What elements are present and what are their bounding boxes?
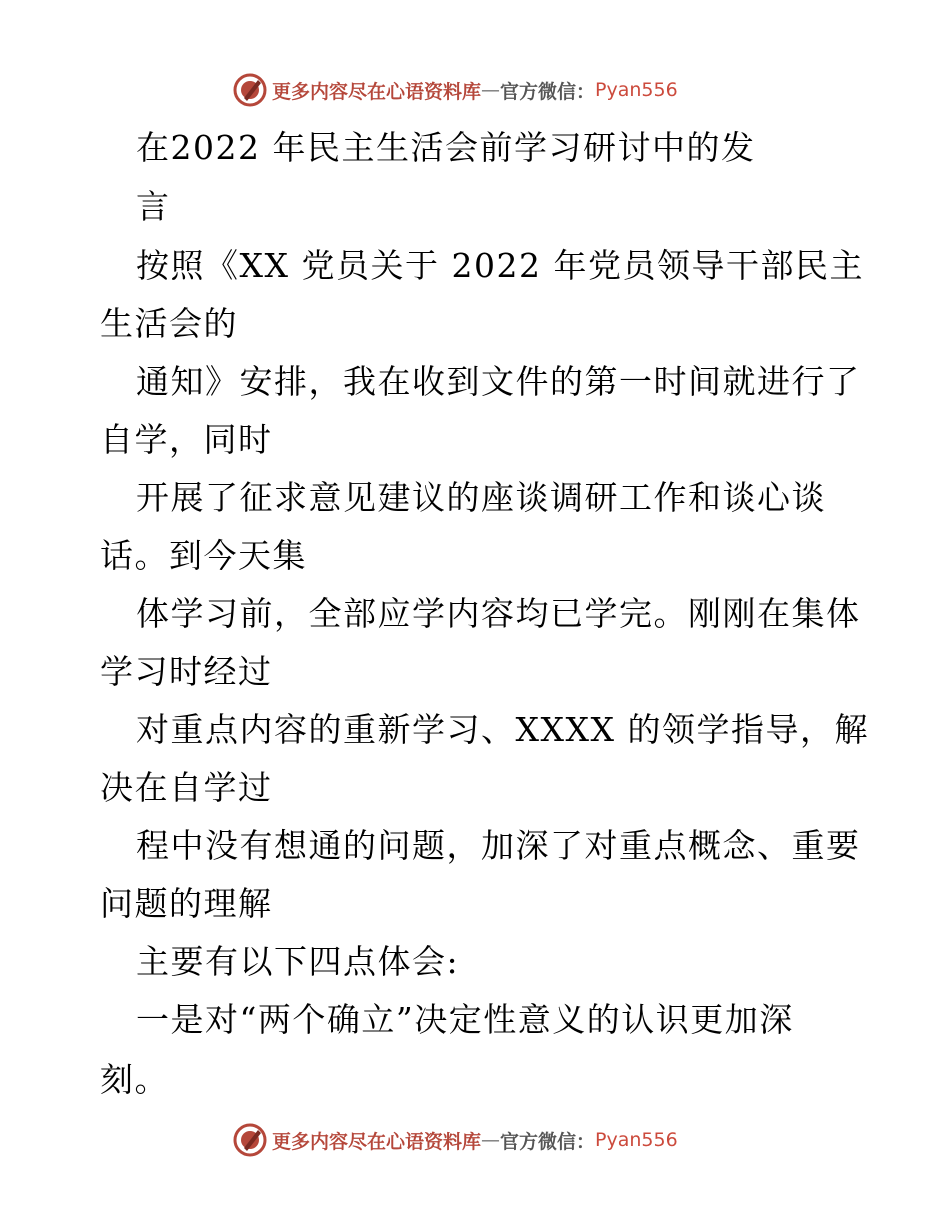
text-line: 问题的理解 bbox=[100, 884, 273, 923]
text-line: 一是对“两个确立”决定性意义的认识更加深 bbox=[136, 1000, 794, 1039]
text-line: 对重点内容的重新学习、XXXX 的领学指导，解 bbox=[136, 710, 869, 749]
banner-dash: — bbox=[481, 79, 501, 101]
text-line: 自学，同时 bbox=[100, 420, 273, 459]
banner-label: 官方微信： bbox=[500, 80, 596, 103]
banner-label: 官方微信： bbox=[500, 1130, 596, 1153]
header-banner bbox=[232, 70, 712, 110]
text-line: 主要有以下四点体会: bbox=[136, 942, 460, 981]
footer-banner bbox=[232, 1120, 712, 1160]
text-line: 在2022 年民主生活会前学习研讨中的发 bbox=[136, 128, 756, 167]
text-line: 体学习前，全部应学内容均已学完。刚刚在集体 bbox=[136, 594, 861, 633]
pen-logo-icon bbox=[232, 1122, 268, 1158]
banner-main-text: 更多内容尽在心语资料库 bbox=[272, 1130, 482, 1153]
text-line: 学习时经过 bbox=[100, 652, 273, 691]
banner-wechat-id: Pyan556 bbox=[595, 1129, 678, 1151]
banner-dash: — bbox=[481, 1129, 501, 1151]
text-line: 按照《XX 党员关于 2022 年党员领导干部民主 bbox=[136, 246, 864, 285]
pen-logo-icon bbox=[232, 72, 268, 108]
banner-main-text: 更多内容尽在心语资料库 bbox=[272, 80, 482, 103]
text-line: 言 bbox=[136, 187, 171, 226]
text-line: 生活会的 bbox=[100, 304, 238, 343]
text-line: 开展了征求意见建议的座谈调研工作和谈心谈 bbox=[136, 478, 826, 517]
text-line: 决在自学过 bbox=[100, 768, 273, 807]
text-line: 话。到今天集 bbox=[100, 536, 307, 575]
text-line: 刻。 bbox=[100, 1060, 169, 1099]
text-line: 通知》安排，我在收到文件的第一时间就进行了 bbox=[136, 362, 861, 401]
banner-wechat-id: Pyan556 bbox=[595, 79, 678, 101]
text-line: 程中没有想通的问题，加深了对重点概念、重要 bbox=[136, 826, 861, 865]
